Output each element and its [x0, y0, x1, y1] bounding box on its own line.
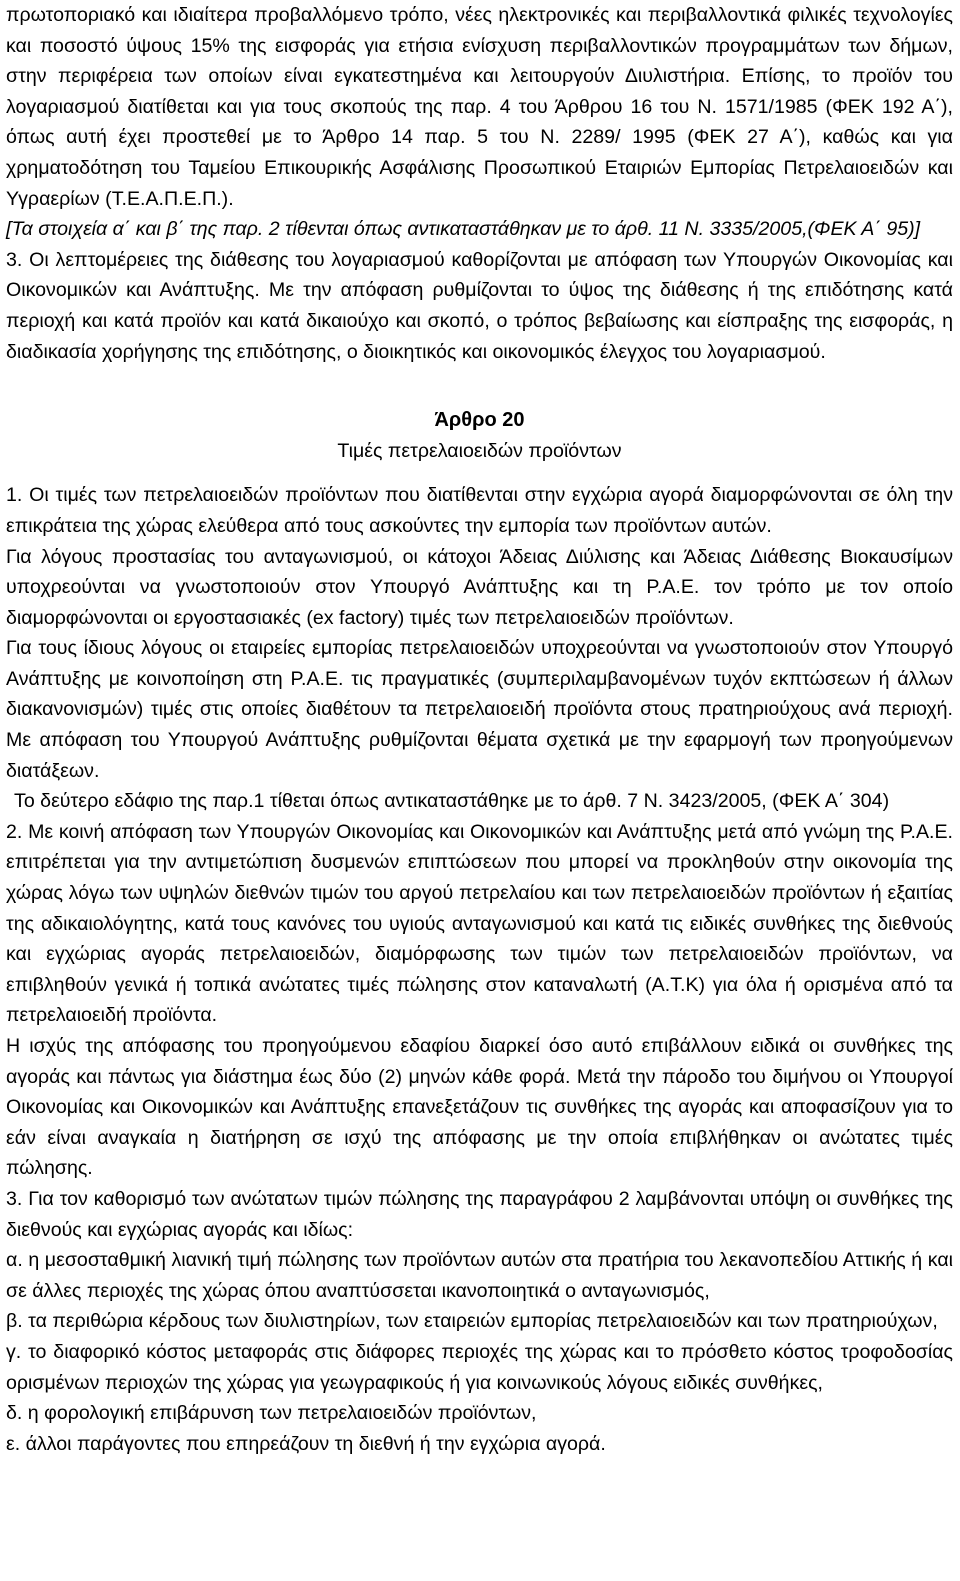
list-item-d: δ. η φορολογική επιβάρυνση των πετρελαιοειδών προϊόντων,: [6, 1402, 537, 1425]
article-paragraph-1: 1. Οι τιμές των πετρελαιοειδών προϊόντων που διατίθενται στην εγχώρια αγορά διαμορφώνονται σε όλη την επικράτεια της χώρας ελεύθερα από τους ασκούντες την εμπορία των προϊόντων αυτών.: [6, 484, 953, 537]
article-paragraph-retailers: Για τους ίδιους λόγους οι εταιρείες εμπορίας πετρελαιοειδών υποχρεούνται να γνωστοποιούν στον Υπουργό Ανάπτυξης με κοινοποίηση στη Ρ.Α.Ε. τις πραγματικές (συμπεριλαμβανομένων τυχόν εκπτώσεων ή άλλων διακανονισμών) τιμές στις οποίες διαθέτουν τα πετρελαιοειδή προϊόντα στους πρατηριούχους ανά περιοχή. Με απόφαση του Υπουργού Ανάπτυξης ρυθμίζονται θέματα σχετικά με την εφαρμογή των προηγούμενων διατάξεων.: [6, 637, 953, 782]
article-paragraph-validity: Η ισχύς της απόφασης του προηγούμενου εδαφίου διαρκεί όσο αυτό επιβάλλουν ειδικά οι συνθήκες της αγοράς και πάντως για διάστημα έως δύο (2) μηνών κάθε φορά. Μετά την πάροδο του διμήνου οι Υπουργοί Οικονομίας και Οικονομικών και Ανάπτυξης επανεξετάζουν τις συνθήκες της αγοράς και αποφασίζουν για το εάν είναι αναγκαία η διατήρηση σε ισχύ της απόφασης με την οποία επιβλήθηκαν οι ανώτατες τιμές πώλησης.: [6, 1035, 953, 1180]
article-paragraph-2: 2. Με κοινή απόφαση των Υπουργών Οικονομίας και Οικονομικών και Ανάπτυξης μετά από γνώμη της Ρ.Α.Ε. επιτρέπεται για την αντιμετώπιση δυσμενών επιπτώσεων που μπορεί να προκληθούν στην οικονομία της χώρας λόγω των υψηλών διεθνών τιμών του αργού πετρελαίου και των πετρελαιοειδών προϊόντων ή εξαιτίας της αδικαιολόγητης, κατά τους κανόνες του υγιούς ανταγωνισμού και κατά τις ειδικές συνθήκες της διεθνούς και εγχώριας αγοράς πετρελαιοειδών, διαμόρφωσης των τιμών των πετρελαιοειδών προϊόντων, να επιβληθούν γενικά ή τοπικά ανώτατες τιμές πώλησης στον καταναλωτή (Α.Τ.Κ) για όλα ή ορισμένα από τα πετρελαιοειδή προϊόντα.: [6, 820, 953, 1027]
amendment-note-2: Το δεύτερο εδάφιο της παρ.1 τίθεται όπως αντικαταστάθηκε με το άρθ. 7 Ν. 3423/2005, (ΦΕΚ Α΄ 304): [14, 790, 890, 813]
paragraph-fragment: πρωτοποριακό και ιδιαίτερα προβαλλόμενο τρόπο, νέες ηλεκτρονικές και περιβαλλοντικά φιλικές τεχνολογίες και ποσοστό ύψους 15% της εισφοράς για ετήσια ενίσχυση περιβαλλοντικών προγραμμάτων των δήμων, στην περιφέρεια των οποίων είναι εγκατεστημένα και λειτουργούν Διυλιστήρια. Επίσης, το προϊόν του λογαριασμού διατίθεται και για τους σκοπούς της παρ. 4 του Άρθρου 16 του Ν. 1571/1985 (ΦΕΚ 192 Α΄), όπως αυτή έχει προστεθεί με το Άρθρο 14 παρ. 5 του Ν. 2289/ 1995 (ΦΕΚ 27 Α΄), καθώς και για χρηματοδότηση του Ταμείου Επικουρικής Ασφάλισης Προσωπικού Εταιριών Εμπορίας Πετρελαιοειδών και Υγραερίων (Τ.Ε.Α.Π.Ε.Π.).: [6, 4, 953, 210]
list-item-b: β. τα περιθώρια κέρδους των διυλιστηρίων, των εταιρειών εμπορίας πετρελαιοειδών και των πρατηριούχων,: [6, 1310, 938, 1333]
list-item-a: α. η μεσοσταθμική λιανική τιμή πώλησης των προϊόντων αυτών στα πρατήρια του λεκανοπεδίου Αττικής ή και σε άλλες περιοχές της χώρας όπου αναπτύσσεται ικανοποιητικά ο ανταγωνισμός,: [6, 1249, 953, 1302]
list-item-e: ε. άλλοι παράγοντες που επηρεάζουν τη διεθνή ή την εγχώρια αγορά.: [6, 1432, 606, 1455]
list-item-c: γ. το διαφορικό κόστος μεταφοράς στις διάφορες περιοχές της χώρας και το πρόσθετο κόστος τροφοδοσίας ορισμένων περιοχών της χώρας για γεωγραφικούς ή για κοινωνικούς λόγους ειδικές συνθήκες,: [6, 1340, 953, 1394]
amendment-note: [Τα στοιχεία α΄ και β΄ της παρ. 2 τίθενται όπως αντικαταστάθηκαν με το άρθ. 11 Ν. 3335/2005,(ΦΕΚ Α΄ 95)]: [6, 218, 921, 241]
article-paragraph-3: 3. Για τον καθορισμό των ανώτατων τιμών πώλησης της παραγράφου 2 λαμβάνονται υπόψη οι συνθήκες της διεθνούς και εγχώριας αγοράς και ιδίως:: [6, 1187, 953, 1241]
article-paragraph-competition: Για λόγους προστασίας του ανταγωνισμού, οι κάτοχοι Άδειας Διύλισης και Άδειας Διάθεσης Βιοκαυσίμων υποχρεούνται να γνωστοποιούν στον Υπουργό Ανάπτυξης και τη Ρ.Α.Ε. τον τρόπο με τον οποίο διαμορφώνονται οι εργοστασιακές (ex factory) τιμές των πετρελαιοειδών προϊόντων.: [6, 545, 953, 629]
document-page: [6, 0, 953, 1459]
paragraph-3: 3. Οι λεπτομέρειες της διάθεσης του λογαριασμού καθορίζονται με απόφαση των Υπουργών Οικονομίας και Οικονομικών και Ανάπτυξης. Με την απόφαση ρυθμίζονται το ύψος της διάθεσης ή της επιδότησης κατά περιοχή και κατά προϊόν και κατά δικαιούχο και σκοπό, ο τρόπος βεβαίωσης και είσπραξης της εισφοράς, η διαδικασία χορήγησης της επιδότησης, ο διοικητικός και οικονομικός έλεγχος του λογαριασμού.: [6, 248, 953, 363]
article-number: Άρθρο 20: [434, 409, 525, 432]
article-title: Τιμές πετρελαιοειδών προϊόντων: [337, 439, 622, 462]
